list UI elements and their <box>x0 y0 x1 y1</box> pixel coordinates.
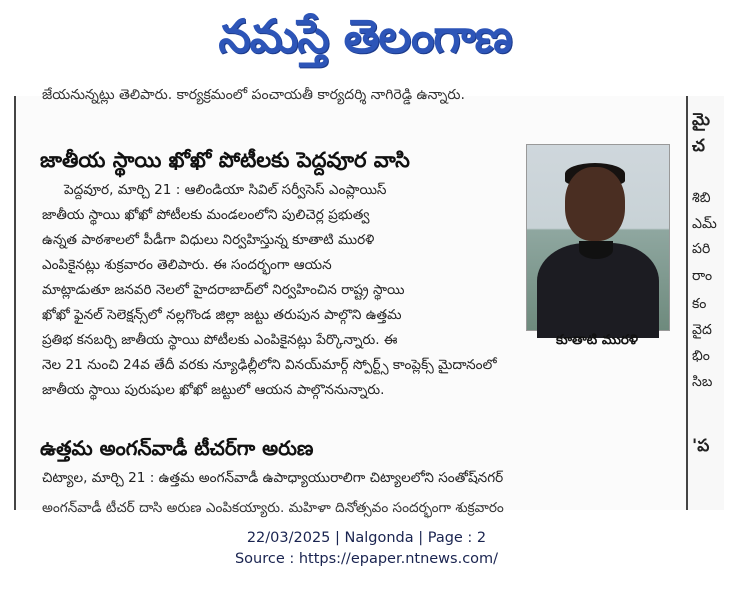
adjacent-column-headline: 'ప <box>692 436 710 456</box>
article1-line: జాతీయ స్థాయి ఖోఖో పోటీలకు మండలంలోని పులిచెర్ల ప్రభుత్వ <box>42 207 370 223</box>
article1-line: ప్రతిభ కనబర్చి జాతీయ స్థాయి పోటీలకు ఎంపికైనట్లు పేర్కొన్నారు. ఈ <box>42 332 398 348</box>
article1-headline: జాతీయ స్థాయి ఖోఖో పోటీలకు పెద్దవూర వాసి <box>40 148 410 172</box>
adjacent-column <box>686 96 724 510</box>
adjacent-column-fragment: సిబ <box>692 374 713 390</box>
photo-head-shape <box>565 167 625 241</box>
adjacent-column-fragment: మై <box>692 110 710 130</box>
adjacent-column-fragment: రాం <box>692 268 713 284</box>
article1-line: నెల 21 నుంచి 24వ తేదీ వరకు న్యూఢిల్లీలోని వినయ్‌మార్గ్ స్పోర్ట్స్ కాంప్లెక్స్ మైదానంలో <box>42 357 497 373</box>
adjacent-column-fragment: భిం <box>692 348 710 364</box>
article1-line: మాట్లాడుతూ జనవరి నెలలో హైదరాబాద్‌లో నిర్వహించిన రాష్ట్ర స్థాయి <box>42 282 405 298</box>
adjacent-column-fragment: కం <box>692 296 707 312</box>
adjacent-column-fragment: వైద <box>692 322 712 338</box>
photo-caption: కూతాటి మురళి <box>555 332 638 348</box>
article1-line: పెద్దవూర, మార్చి 21 : ఆలిండియా సివిల్ సర్వీసెస్ ఎంప్లాయిస్ <box>64 182 387 198</box>
athlete-photo <box>526 144 670 331</box>
news-clipping <box>14 87 722 516</box>
adjacent-column-fragment: చ <box>692 136 705 156</box>
footer-source-line: Source : https://epaper.ntnews.com/ <box>234 551 499 567</box>
newspaper-masthead: నమస్తే తెలంగాణ <box>218 9 512 63</box>
article1-line: ఎంపికైనట్లు శుక్రవారం తెలిపారు. ఈ సందర్భంగా ఆయన <box>42 257 332 273</box>
adjacent-column-fragment: పరి <box>692 241 711 257</box>
article1-line: ఉన్నత పాఠశాలలో పీడీగా విధులు నిర్వహిస్తున్న కూతాటి మురళి <box>42 232 375 248</box>
article1-line: ఖోఖో ఫైనల్ సెలెక్షన్స్‌లో నల్లగొండ జిల్లా జట్టు తరుపున పాల్గొని ఉత్తమ <box>42 307 402 323</box>
article2-line: చిట్యాల, మార్చి 21 : ఉత్తమ అంగన్‌వాడీ ఉపాధ్యాయురాలిగా చిట్యాలలోని సంతోష్‌నగర్ <box>42 470 504 486</box>
article1-line: జాతీయ స్థాయి పురుషుల ఖోఖో జట్టులో ఆయన పాల్గొననున్నారు. <box>42 382 385 398</box>
photo-collar-shape <box>579 241 613 259</box>
article2-cut-line: అంగన్‌వాడీ టీచర్ దాసి అరుణ ఎంపికయ్యారు. మహిళా దినోత్సవం సందర్భంగా శుక్రవారం <box>42 500 504 516</box>
adjacent-column-fragment: ఎమ్ <box>692 216 717 232</box>
article2-headline: ఉత్తమ అంగన్‌వాడీ టీచర్‌గా అరుణ <box>40 436 314 460</box>
footer-date-line: 22/03/2025 | Nalgonda | Page : 2 <box>246 530 487 546</box>
adjacent-column-fragment: శిబి <box>692 190 711 206</box>
top-cut-line: జేయనున్నట్లు తెలిపారు. కార్యక్రమంలో పంచాయతీ కార్యదర్శి నాగిరెడ్డి ఉన్నారు. <box>42 87 465 103</box>
